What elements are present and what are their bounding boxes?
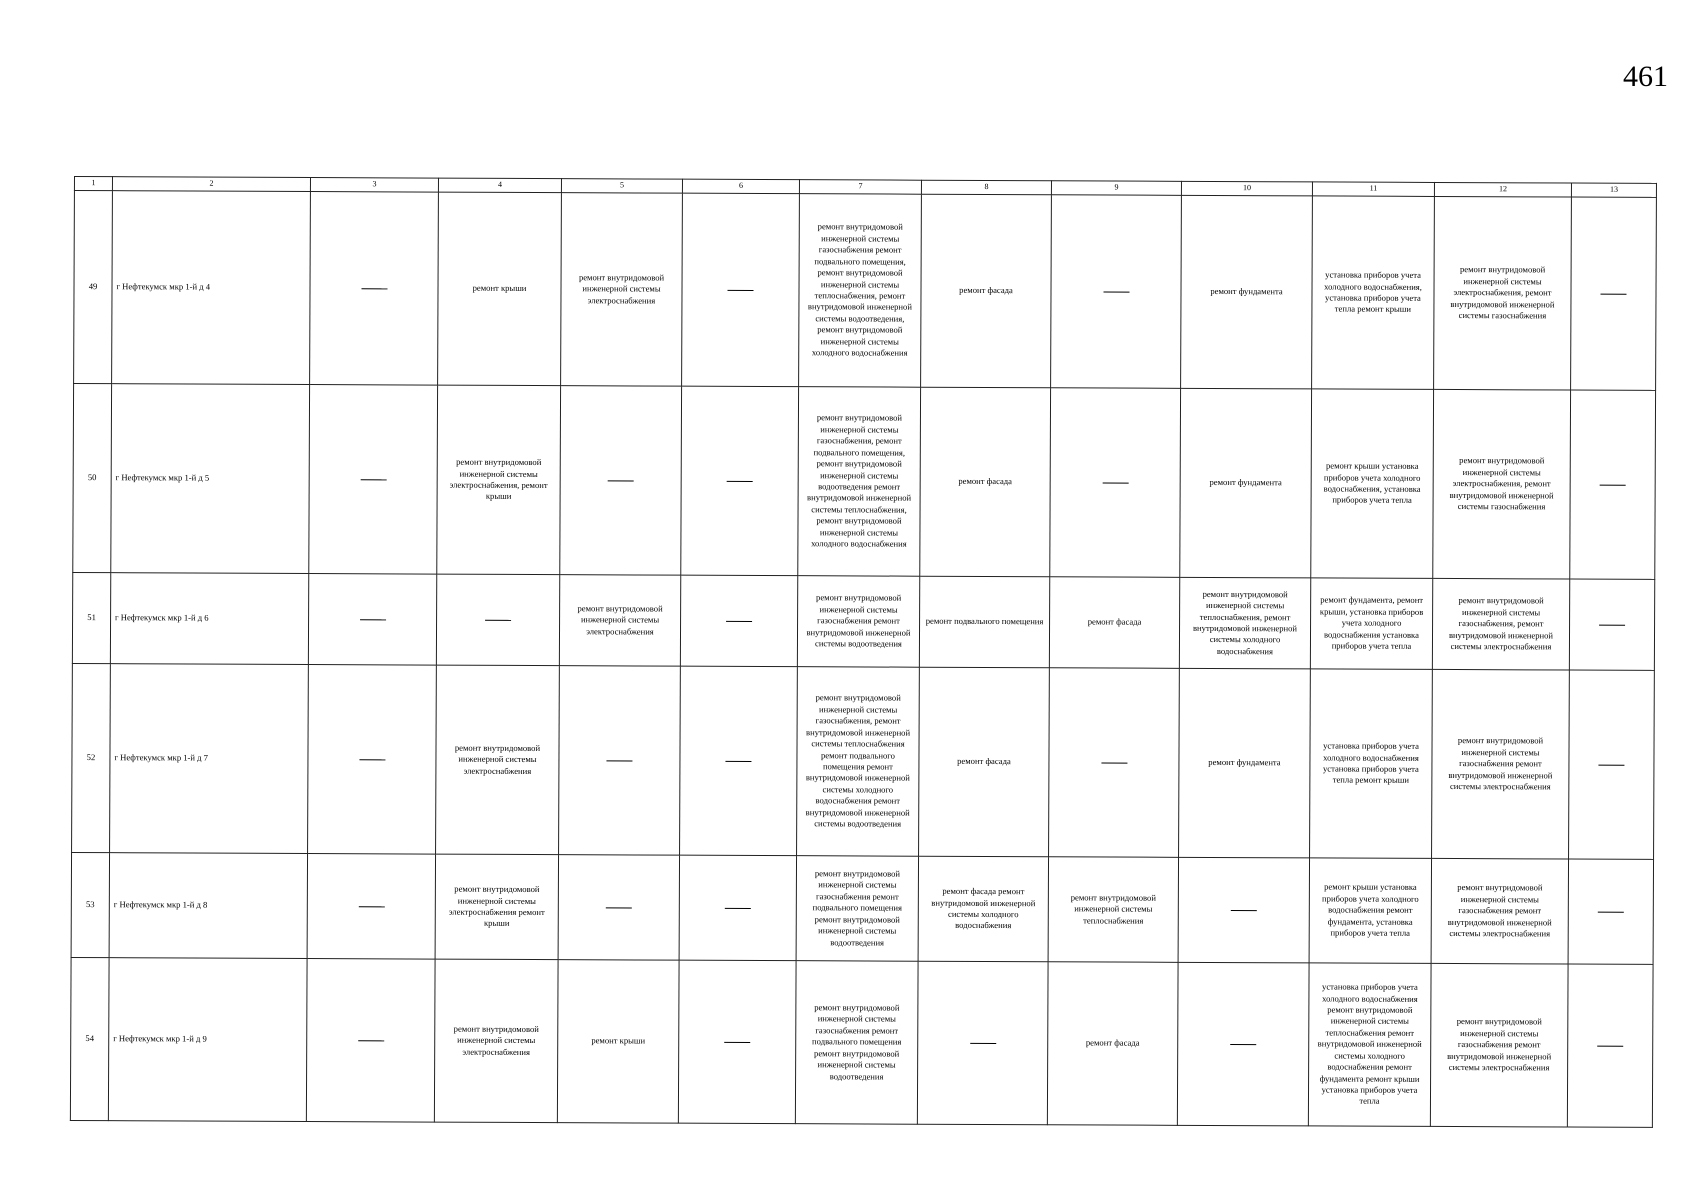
empty-cell — [436, 574, 559, 666]
cell-col-9: ремонт фасада — [1049, 577, 1179, 669]
dash-mark — [1103, 291, 1129, 292]
empty-cell — [680, 575, 797, 667]
cell-col-4: ремонт внутридомовой инженерной системы электроснабжения — [434, 959, 558, 1123]
cell-col-7: ремонт внутридомовой инженерной системы газоснабжения ремонт подвального помещения, ремонт внутридомовой инженерной системы теплоснабжения, ремонт внутридомовой инженерной системы водоотведения, ремонт внутридомовой инженерной системы холодного водоснабжения — [799, 194, 922, 388]
dash-mark — [360, 479, 386, 480]
cell-col-10: ремонт фундамента — [1179, 668, 1311, 858]
cell-col-4: ремонт крыши — [438, 192, 562, 386]
table-row — [72, 572, 1654, 670]
cell-col-11: ремонт крыши установка приборов учета холодного водоснабжения, установка приборов учета тепла — [1311, 389, 1434, 579]
dash-mark — [1599, 624, 1625, 625]
cell-col-11: установка приборов учета холодного водоснабжения ремонт внутридомовой инженерной системы теплоснабжения ремонт внутридомовой инженерной системы холодного водоснабжения ремонт фундамента ремонт крыши установка приборов учета тепла — [1308, 963, 1431, 1127]
table-body — [70, 191, 1656, 1128]
cell-col-12: ремонт внутридомовой инженерной системы электроснабжения, ремонт внутридомовой инженерной системы газоснабжения — [1434, 196, 1572, 390]
cell-address: г Нефтекумск мкр 1-й д 6 — [110, 573, 308, 665]
cell-col-12: ремонт внутридомовой инженерной системы газоснабжения, ремонт внутридомовой инженерной системы электроснабжения — [1432, 578, 1569, 670]
dash-mark — [725, 761, 751, 762]
empty-cell — [559, 666, 681, 856]
empty-cell — [1051, 195, 1182, 389]
column-header: 2 — [112, 177, 310, 192]
cell-col-5: ремонт внутридомовой инженерной системы электроснабжения — [559, 575, 680, 667]
dash-mark — [1598, 764, 1624, 765]
cell-col-8: ремонт подвального помещения — [919, 576, 1049, 668]
dash-mark — [1598, 911, 1624, 912]
cell-address: г Нефтекумск мкр 1-й д 8 — [109, 853, 307, 959]
table-row — [72, 663, 1655, 859]
column-header: 4 — [438, 178, 561, 193]
cell-row-number: 49 — [74, 191, 113, 384]
empty-cell — [307, 854, 435, 960]
dash-mark — [1600, 484, 1626, 485]
cell-col-7: ремонт внутридомовой инженерной системы газоснабжения ремонт внутридомовой инженерной системы водоотведения — [797, 576, 919, 668]
column-header: 6 — [682, 179, 799, 194]
empty-cell — [1050, 388, 1181, 578]
cell-col-9: ремонт фасада — [1047, 962, 1178, 1126]
cell-col-11: установка приборов учета холодного водоснабжения установка приборов учета тепла ремонт крыши — [1310, 669, 1433, 859]
column-header: 13 — [1571, 183, 1656, 197]
cell-col-10: ремонт фундамента — [1181, 195, 1313, 389]
cell-col-12: ремонт внутридомовой инженерной системы электроснабжения, ремонт внутридомовой инженерной системы газоснабжения — [1433, 389, 1571, 579]
empty-cell — [1569, 670, 1655, 859]
dash-mark — [606, 760, 632, 761]
table-row — [71, 852, 1653, 964]
empty-cell — [917, 961, 1048, 1125]
column-header: 8 — [921, 180, 1051, 195]
empty-cell — [681, 386, 799, 576]
empty-cell — [680, 666, 798, 856]
empty-cell — [1567, 964, 1653, 1127]
dash-mark — [608, 480, 634, 481]
column-header: 9 — [1051, 181, 1181, 196]
table-row — [73, 384, 1656, 580]
cell-col-7: ремонт внутридомовой инженерной системы газоснабжения, ремонт внутридомовой инженерной системы теплоснабжения ремонт подвального помещения ремонт внутридомовой инженерной системы холодного водоснабжения ремонт внутридомовой инженерной системы водоотведения — [797, 667, 920, 857]
empty-cell — [306, 959, 435, 1123]
empty-cell — [1049, 668, 1180, 858]
dash-mark — [1231, 910, 1257, 911]
dash-mark — [358, 906, 384, 907]
dash-mark — [359, 759, 385, 760]
column-header: 10 — [1181, 181, 1312, 196]
dash-mark — [485, 620, 511, 621]
repair-schedule-table — [70, 176, 1657, 1128]
cell-address: г Нефтекумск мкр 1-й д 4 — [112, 191, 311, 385]
cell-col-8: ремонт фасада — [921, 194, 1052, 388]
cell-col-10: ремонт фундамента — [1180, 388, 1312, 578]
cell-col-11: установка приборов учета холодного водоснабжения, установка приборов учета тепла ремонт крыши — [1312, 196, 1435, 390]
cell-col-11: ремонт крыши установка приборов учета холодного водоснабжения ремонт фундамента, установка приборов учета тепла — [1309, 858, 1431, 964]
cell-address: г Нефтекумск мкр 1-й д 9 — [108, 958, 307, 1122]
cell-col-7: ремонт внутридомовой инженерной системы газоснабжения ремонт подвального помещения ремонт внутридомовой инженерной системы водоотведения — [796, 856, 918, 962]
dash-mark — [724, 1042, 750, 1043]
column-header: 12 — [1434, 182, 1571, 197]
column-header: 7 — [799, 180, 921, 195]
column-header: 1 — [74, 177, 112, 191]
cell-row-number: 52 — [72, 663, 111, 852]
empty-cell — [310, 192, 439, 386]
cell-row-number: 51 — [72, 572, 110, 663]
cell-address: г Нефтекумск мкр 1-й д 5 — [111, 384, 310, 574]
cell-col-12: ремонт внутридомовой инженерной системы газоснабжения ремонт внутридомовой инженерной системы электроснабжения — [1430, 963, 1568, 1127]
cell-col-10: ремонт внутридомовой инженерной системы теплоснабжения, ремонт внутридомовой инженерной системы холодного водоснабжения — [1179, 577, 1310, 669]
dash-mark — [970, 1043, 996, 1044]
empty-cell — [1569, 579, 1654, 670]
cell-col-5: ремонт крыши — [557, 960, 679, 1124]
empty-cell — [308, 665, 437, 855]
dash-mark — [606, 907, 632, 908]
cell-col-12: ремонт внутридомовой инженерной системы газоснабжения ремонт внутридомовой инженерной системы электроснабжения — [1432, 669, 1570, 859]
cell-col-8: ремонт фасада ремонт внутридомовой инженерной системы холодного водоснабжения — [918, 856, 1048, 962]
empty-cell — [1570, 390, 1656, 579]
empty-cell — [682, 193, 800, 387]
dash-mark — [728, 290, 754, 291]
cell-row-number: 53 — [71, 852, 109, 957]
cell-col-9: ремонт внутридомовой инженерной системы теплоснабжения — [1048, 857, 1178, 963]
empty-cell — [308, 574, 436, 666]
empty-cell — [1177, 962, 1309, 1126]
cell-row-number: 54 — [70, 957, 109, 1120]
empty-cell — [560, 386, 682, 576]
column-header: 3 — [310, 178, 438, 193]
empty-cell — [309, 385, 438, 575]
dash-mark — [361, 288, 387, 289]
cell-col-4: ремонт внутридомовой инженерной системы электроснабжения, ремонт крыши — [437, 385, 561, 575]
dash-mark — [1101, 762, 1127, 763]
table-row — [70, 957, 1653, 1127]
empty-cell — [678, 960, 796, 1124]
empty-cell — [679, 855, 796, 961]
cell-address: г Нефтекумск мкр 1-й д 7 — [110, 664, 309, 854]
page-number: 461 — [1623, 60, 1668, 93]
empty-cell — [1178, 857, 1309, 963]
dash-mark — [726, 621, 752, 622]
table-row — [74, 191, 1657, 391]
empty-cell — [1568, 859, 1653, 964]
cell-col-8: ремонт фасада — [920, 387, 1051, 577]
dash-mark — [360, 619, 386, 620]
dash-mark — [725, 908, 751, 909]
cell-col-4: ремонт внутридомовой инженерной системы электроснабжения — [436, 665, 560, 855]
dash-mark — [1230, 1044, 1256, 1045]
empty-cell — [558, 855, 679, 961]
cell-col-11: ремонт фундамента, ремонт крыши, установка приборов учета холодного водоснабжения установка приборов учета тепла — [1310, 578, 1432, 670]
dash-mark — [1597, 1045, 1623, 1046]
dash-mark — [1600, 293, 1626, 294]
cell-row-number: 50 — [73, 384, 112, 573]
cell-col-12: ремонт внутридомовой инженерной системы газоснабжения ремонт внутридомовой инженерной системы электроснабжения — [1431, 858, 1568, 964]
dash-mark — [727, 481, 753, 482]
cell-col-8: ремонт фасада — [919, 667, 1050, 857]
column-header: 5 — [561, 179, 682, 194]
dash-mark — [1102, 482, 1128, 483]
column-header: 11 — [1312, 182, 1434, 197]
cell-col-4: ремонт внутридомовой инженерной системы электроснабжения ремонт крыши — [435, 854, 558, 960]
cell-col-5: ремонт внутридомовой инженерной системы электроснабжения — [561, 193, 683, 387]
cell-col-7: ремонт внутридомовой инженерной системы газоснабжения ремонт подвального помещения ремонт внутридомовой инженерной системы водоотведения — [795, 961, 918, 1125]
empty-cell — [1571, 197, 1657, 390]
cell-col-7: ремонт внутридомовой инженерной системы газоснабжения, ремонт подвального помещения, ремонт внутридомовой инженерной системы водоотведения ремонт внутридомовой инженерной системы теплоснабжения, ремонт внутридомовой инженерной системы холодного водоснабжения — [798, 387, 921, 577]
dash-mark — [358, 1040, 384, 1041]
